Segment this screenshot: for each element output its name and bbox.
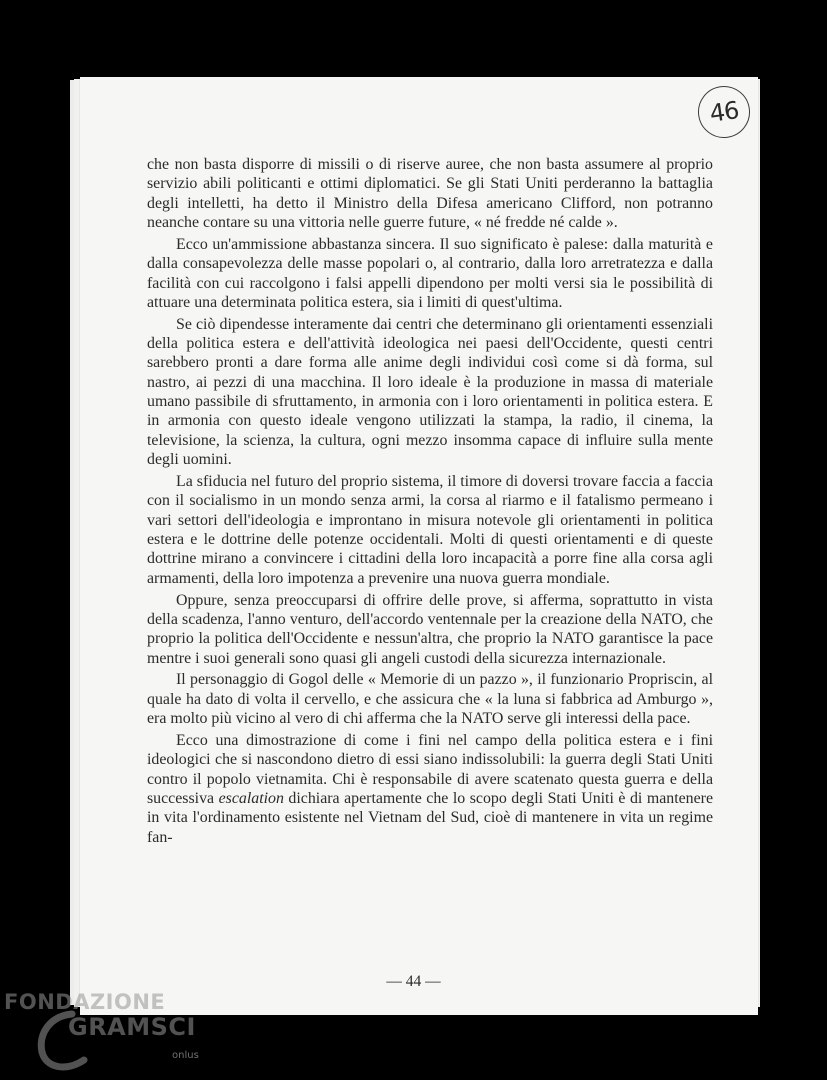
paragraph-1: che non basta disporre di missili o di riserve auree, che non basta assumere al proprio servizio abili politicanti e ottimi diplomatici. Se gli Stati Uniti perderanno la battaglia degli intelletti, ha detto il Ministro della Difesa americano Clifford, non potranno neanche contare su una vittoria nelle guerre future, « né fredde né calde ». bbox=[147, 156, 713, 232]
body-text bbox=[147, 155, 713, 850]
page-number: — 44 — bbox=[386, 973, 441, 990]
paragraph-7 bbox=[147, 731, 713, 847]
paragraph-7-text-a: Ecco una dimostrazione di come i fini nel campo della politica estera e i fini ideologici che si nascondono dietro di essi siano indissolubili: la guerra degli Stati Uniti contro il popolo vietnamita. Chi è responsabile di avere scatenato questa guerra e della successiva bbox=[147, 731, 713, 807]
watermark-line-2: GRAMSCI bbox=[68, 1013, 196, 1041]
watermark-line-1: FONDAZIONE bbox=[4, 990, 166, 1014]
paragraph-3: Se ciò dipendesse interamente dai centri che determinano gli orientamenti essenziali della politica estera e dell'attività ideologica nei paesi dell'Occidente, questi centri sarebbero pronti a dare forma alle anime degli individui così come si dà forma, sul nastro, ai pezzi di una macchina. Il loro ideale è la produzione in massa di materiale umano passibile di sfruttamento, in armonia con i loro orientamenti in politica estera. E in armonia con questo ideale vengono utilizzati la stampa, la radio, il cinema, la televisione, la scienza, la cultura, ogni mezzo insomma capace di influire sulla mente degli uomini. bbox=[147, 315, 713, 469]
paragraph-2: Ecco un'ammissione abbastanza sincera. Il suo significato è palese: dalla maturità e dalla consapevolezza delle masse popolari o, al contrario, dalla loro arretratezza e dalla facilità con cui raccolgono i falsi appelli dipendono per molti versi sia le possibilità di attuare una determinata politica estera, sia i limiti di quest'ultima. bbox=[147, 235, 713, 311]
watermark-subtitle: onlus bbox=[172, 1050, 199, 1061]
paragraph-7-text-b: dichiara apertamente che lo scopo degli Stati Uniti è di mantenere in vita l'ordinamento esistente nel Vietnam del Sud, cioè di mantenere in vita un regime fan- bbox=[147, 790, 714, 846]
paragraph-4: La sfiducia nel futuro del proprio sistema, il timore di doversi trovare faccia a faccia con il socialismo in un mondo senza armi, la corsa al riarmo e il fatalismo permeano i vari settori dell'ideologia e improntano in misura notevole gli orientamenti in politica estera e le dottrine delle potenze occidentali. Molti di questi orientamenti e di queste dottrine mirano a convincere i cittadini della loro incapacità a porre fine alla corsa agli armamenti, della loro impotenza a prevenire una nuova guerra mondiale. bbox=[147, 473, 713, 587]
paragraph-5: Oppure, senza preoccuparsi di offrire delle prove, si afferma, soprattutto in vista della scadenza, l'anno venturo, dell'accordo ventennale per la creazione della NATO, che proprio la politica dell'Occidente e nessun'altra, che proprio la NATO garantisce la pace mentre i suoi generali sono quasi gli angeli custodi della sicurezza internazionale. bbox=[147, 591, 713, 667]
paragraph-7-italic-term: escalation bbox=[218, 790, 284, 807]
fondazione-gramsci-watermark bbox=[4, 988, 234, 1078]
paragraph-6: Il personaggio di Gogol delle « Memorie di un pazzo », il funzionario Propriscin, al quale ha dato di volta il cervello, e che assicura che « la luna si fabbrica ad Amburgo », era molto più vicino al vero di chi afferma che la NATO serve gli interessi della pace. bbox=[147, 671, 713, 728]
handwritten-folio-number: 46 bbox=[695, 83, 754, 142]
